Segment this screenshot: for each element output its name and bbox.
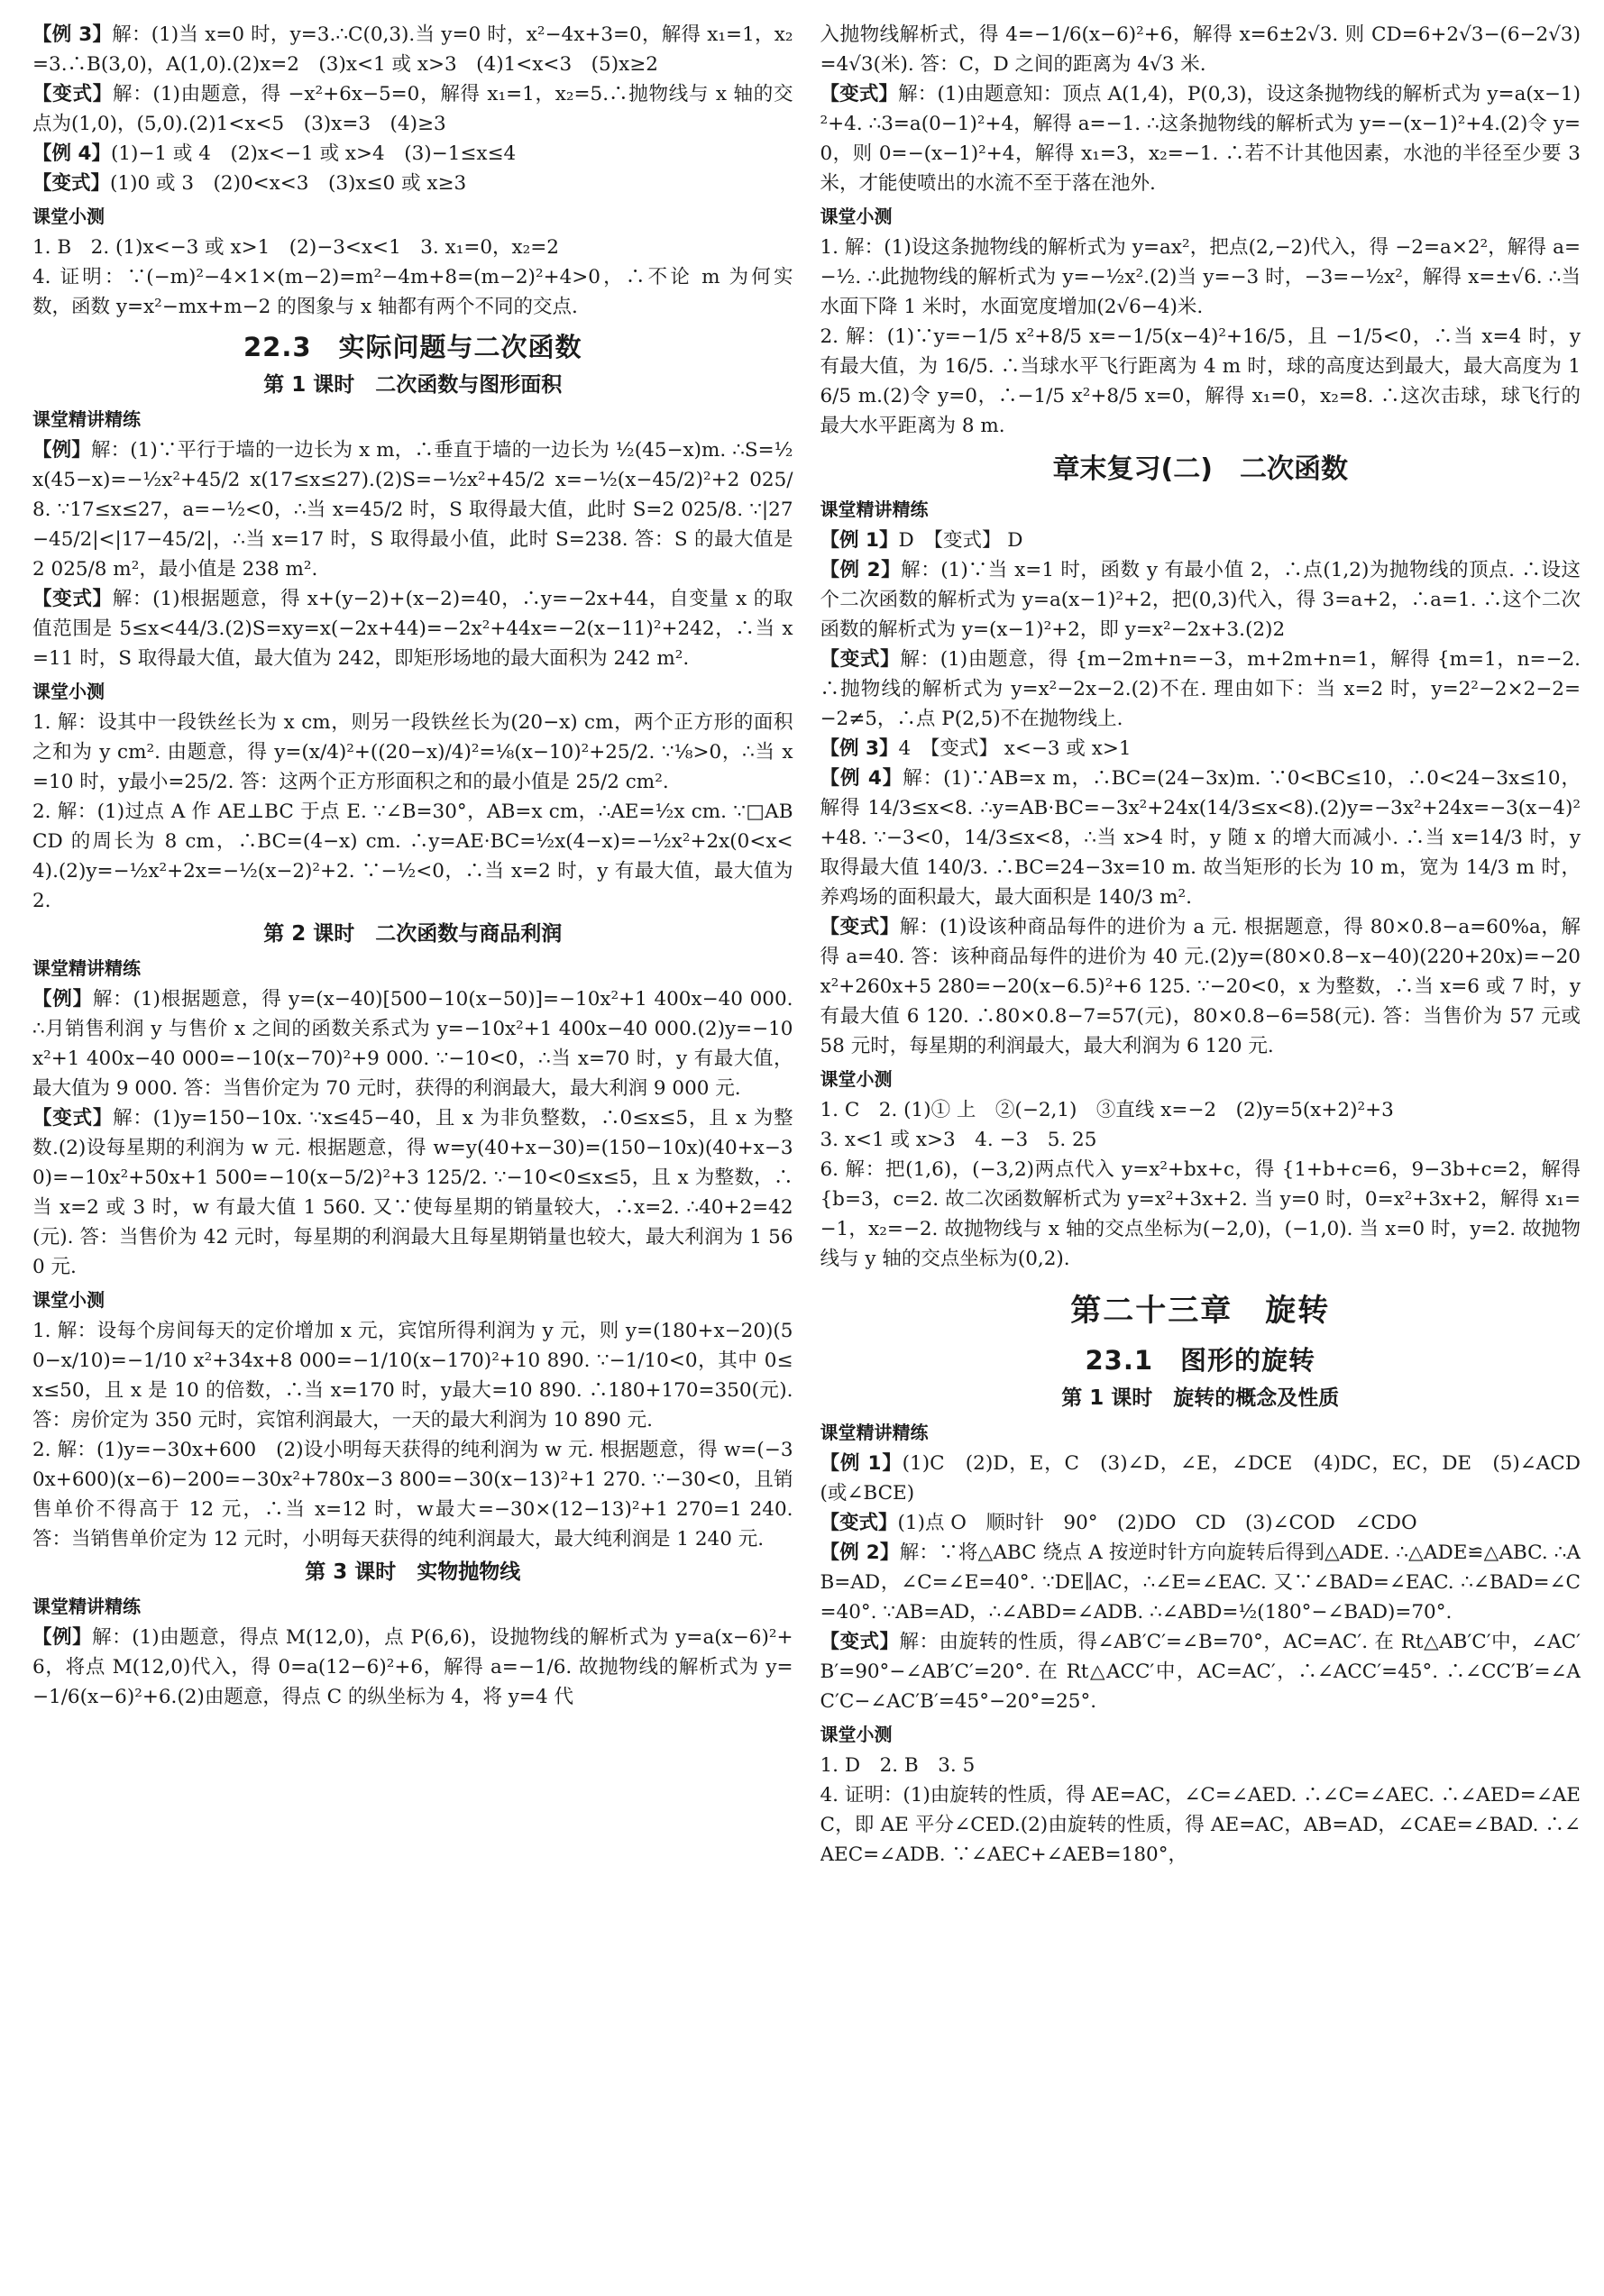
answer-paragraph: [820, 233, 1581, 322]
answer-paragraph: [820, 1751, 1581, 1780]
paragraph-text: 解：(1)设该种商品每件的进价为 a 元. 根据题意，得 80×0.8−a=60%a，解得 a=40. 答：该种商品每件的进价为 40 元.(2)y=(80×0.8−x−40)(220+20x)=−20x²+260x+5 280=−20(x−6.5)²+6 125. ∵−20<0，x 为整数，∴当 x=6 或 7 时，y 有最大值 6 120. ∴80×0.8−7=57(元)，80×0.8−6=58(元). 答：当售价为 57 元或 58 元时，每星期的利润最大，最大利润为 6 120 元.: [820, 916, 1581, 1057]
chapter-heading: 第二十三章 旋转: [1070, 1293, 1331, 1329]
paragraph-text: 1. B 2. (1)x<−3 或 x>1 (2)−3<x<1 3. x₁=0，x₂=2: [32, 236, 559, 259]
section-heading: 22.3 实际问题与二次函数: [243, 332, 582, 362]
paragraph-text: 解：(1)由题意知：顶点 A(1,4)，P(0,3)，设这条抛物线的解析式为 y=a(x−1)²+4. ∴3=a(0−1)²+4，解得 a=−1. ∴这条抛物线的解析式为 y=−(x−1)²+4.(2)令 y=0，则 0=−(x−1)²+4，解得 x₁=3，x₂=−1. ∴若不计其他因素，水池的半径至少要 3 米，才能使喷出的水流不至于落在池外.: [820, 83, 1581, 195]
subsection-label: 课堂精讲精练: [32, 1596, 141, 1617]
subsection-label: 课堂小测: [820, 1068, 893, 1090]
subsection-label: 课堂小测: [32, 1289, 105, 1311]
example-tag: 【变式】: [32, 1107, 114, 1130]
answer-paragraph: [32, 1316, 793, 1435]
answer-paragraph: [820, 20, 1581, 79]
paragraph-text: 2. 解：(1)过点 A 作 AE⊥BC 于点 E. ∵∠B=30°，AB=x cm，∴AE=½x cm. ∵□ABCD 的周长为 8 cm，∴BC=(4−x) cm. ∴y=AE·BC=½x(4−x)=−½x²+2x(0<x<4).(2)y=−½x²+2x=−½(x−2)²+2. ∵−½<0，∴当 x=2 时，y 有最大值，最大值为 2.: [32, 800, 793, 912]
example-tag: 【例 3】: [32, 23, 113, 46]
answer-paragraph-例: [32, 984, 793, 1103]
subsection-label: 课堂精讲精练: [32, 957, 141, 979]
answer-paragraph-例: [32, 1623, 793, 1712]
answer-paragraph-变式: [820, 79, 1581, 198]
paragraph-text: 4. 证明：(1)由旋转的性质，得 AE=AC，∠C=∠AED. ∴∠C=∠AEC. ∴∠AED=∠AEC，即 AE 平分∠CED.(2)由旋转的性质，得 AE=AC，AB=AD，∠CAE=∠BAD. ∴∠AEC=∠ADB. ∵∠AEC+∠AEB=180°，: [820, 1784, 1581, 1866]
answer-paragraph: [32, 797, 793, 916]
paragraph-text: 1. 解：设每个房间每天的定价增加 x 元，宾馆所得利润为 y 元，则 y=(180+x−20)(50−x/10)=−1/10 x²+34x+8 000=−1/10(x−170)²+10 890. ∵−1/10<0，其中 0≤x≤50，且 x 是 10 的倍数，∴当 x=170 时，y最大=10 890. ∴180+170=350(元). 答：房价定为 350 元时，宾馆利润最大，一天的最大利润为 10 890 元.: [32, 1320, 793, 1432]
lesson-heading: 第 2 课时 二次函数与商品利润: [263, 922, 563, 946]
answer-paragraph: [32, 708, 793, 797]
answer-paragraph-变式: [820, 1627, 1581, 1716]
answer-paragraph-例: [32, 435, 793, 584]
paragraph-text: 1. C 2. (1)① 上 ②(−2,1) ③直线 x=−2 (2)y=5(x+2)²+3: [820, 1099, 1394, 1121]
paragraph-text: 1. D 2. B 3. 5: [820, 1754, 976, 1777]
paragraph-text: 4. 证明：∵(−m)²−4×1×(m−2)=m²−4m+8=(m−2)²+4>0，∴不论 m 为何实数，函数 y=x²−mx+m−2 的图象与 x 轴都有两个不同的交点.: [32, 266, 793, 318]
example-tag: 【例】: [32, 988, 93, 1011]
paragraph-text: 1. 解：(1)设这条抛物线的解析式为 y=ax²，把点(2,−2)代入，得 −2=a×2²，解得 a=−½. ∴此抛物线的解析式为 y=−½x².(2)当 y=−3 时，−3=−½x²，解得 x=±√6. ∴当水面下降 1 米时，水面宽度增加(2√6−4)米.: [820, 236, 1581, 318]
paragraph-text: 解：(1)y=150−10x. ∵x≤45−40，且 x 为非负整数，∴0≤x≤5，且 x 为整数.(2)设每星期的利润为 w 元. 根据题意，得 w=y(40+x−30)=(150−10x)(40+x−30)=−10x²+50x+1 500=−10(x−5/2)²+3 125/2. ∵−10<0≤x≤5，且 x 为整数，∴当 x=2 或 3 时，w 有最大值 1 560. 又∵使每星期的销量较大，∴x=2. ∴40+2=42(元). 答：当售价为 42 元时，每星期的利润最大且每星期销量也较大，最大利润为 1 560 元.: [32, 1107, 793, 1278]
paragraph-text: 解：(1)∵当 x=1 时，函数 y 有最小值 2，∴点(1,2)为抛物线的顶点. ∴设这个二次函数的解析式为 y=a(x−1)²+2，把(0,3)代入，得 3=a+2，∴a=1. ∴这个二次函数的解析式为 y=(x−1)²+2，即 y=x²−2x+3.(2)2: [820, 559, 1581, 641]
answer-paragraph-例2: [820, 1538, 1581, 1627]
example-tag: 【变式】: [32, 172, 111, 195]
subsection-label: 课堂小测: [32, 681, 105, 702]
paragraph-text: 解：(1)由题意，得 −x²+6x−5=0，解得 x₁=1，x₂=5.∴抛物线与 x 轴的交点为(1,0)，(5,0).(2)1<x<5 (3)x=3 (4)≥3: [32, 83, 793, 135]
paragraph-text: 6. 解：把(1,6)，(−3,2)两点代入 y=x²+bx+c，得 {1+b+c=6，9−3b+c=2，解得 {b=3，c=2. 故二次函数解析式为 y=x²+3x+2. 当 y=0 时，0=x²+3x+2，解得 x₁=−1，x₂=−2. 故抛物线与 x 轴的交点坐标为(−2,0)，(−1,0). 当 x=0 时，y=2. 故抛物线与 y 轴的交点坐标为(0,2).: [820, 1158, 1581, 1270]
answer-paragraph-变式: [32, 169, 793, 198]
answer-paragraph-例1: [820, 1449, 1581, 1508]
subsection-label: 课堂精讲精练: [820, 499, 929, 520]
paragraph-text: 解：(1)根据题意，得 y=(x−40)[500−10(x−50)]=−10x²+1 400x−40 000. ∴月销售利润 y 与售价 x 之间的函数关系式为 y=−10x²+1 400x−40 000.(2)y=−10x²+1 400x−40 000=−10(x−70)²+9 000. ∵−10<0，∴当 x=70 时，y 有最大值，最大值为 9 000. 答：当售价定为 70 元时，获得的利润最大，最大利润 9 000 元.: [32, 988, 793, 1100]
answer-paragraph: [820, 322, 1581, 441]
paragraph-text: 解：(1)∵平行于墙的一边长为 x m，∴垂直于墙的一边长为 ½(45−x)m. ∴S=½x(45−x)=−½x²+45/2 x(17≤x≤27).(2)S=−½x²+45/2 x=−½(x−45/2)²+2 025/8. ∵17≤x≤27，a=−½<0，∴当 x=45/2 时，S 取得最大值，此时 S=2 025/8. ∵|27−45/2|<|17−45/2|，∴当 x=17 时，S 取得最小值，此时 S=238. 答：S 的最大值是 2 025/8 m²，最小值是 238 m².: [32, 439, 793, 581]
answer-paragraph-变式: [820, 912, 1581, 1061]
section-heading: 23.1 图形的旋转: [1085, 1345, 1316, 1376]
answer-paragraph: [820, 1125, 1581, 1155]
example-tag: 【变式】: [820, 648, 901, 671]
paragraph-text: 解：(1)∵AB=x m，∴BC=(24−3x)m. ∵0<BC≤10，∴0<24−3x≤10，解得 14/3≤x<8. ∴y=AB·BC=−3x²+24x(14/3≤x<8).(2)y=−3x²+24x=−3(x−4)²+48. ∵−3<0，14/3≤x<8，∴当 x>4 时，y 随 x 的增大而减小. ∴当 x=14/3 时，y 取得最大值 140/3. ∴BC=24−3x=10 m. 故当矩形的长为 10 m，宽为 14/3 m 时，养鸡场的面积最大，最大面积是 140/3 m².: [820, 767, 1581, 909]
paragraph-text: 入抛物线解析式，得 4=−1/6(x−6)²+6，解得 x=6±2√3. 则 CD=6+2√3−(6−2√3)=4√3(米). 答：C，D 之间的距离为 4√3 米.: [820, 23, 1581, 76]
example-tag: 【例】: [32, 1626, 93, 1649]
example-tag: 【变式】: [820, 1512, 898, 1534]
answer-paragraph-例3: [32, 20, 793, 79]
answer-paragraph-变式: [32, 79, 793, 139]
paragraph-text: 解：(1)当 x=0 时，y=3.∴C(0,3).当 y=0 时，x²−4x+3=0，解得 x₁=1，x₂=3.∴B(3,0)，A(1,0).(2)x=2 (3)x<1 或 x>3 (4)1<x<3 (5)x≥2: [32, 23, 793, 76]
answer-paragraph-例1: [820, 526, 1581, 555]
answer-paragraph-例4: [820, 764, 1581, 912]
example-tag: 【变式】: [32, 588, 113, 610]
answer-paragraph: [32, 1435, 793, 1554]
paragraph-text: 解：由旋转的性质，得∠AB′C′=∠B=70°，AC=AC′. 在 Rt△AB′C′中，∠AC′B′=90°−∠AB′C′=20°. 在 Rt△ACC′中，AC=AC′，∴∠ACC′=45°. ∴∠CC′B′=∠AC′C−∠AC′B′=45°−20°=25°.: [820, 1631, 1581, 1713]
example-tag: 【例 2】: [820, 559, 902, 581]
subsection-label: 课堂小测: [32, 206, 105, 227]
paragraph-text: (1)C (2)D，E，C (3)∠D，∠E，∠DCE (4)DC，EC，DE (5)∠ACD(或∠BCE): [820, 1452, 1581, 1505]
example-tag: 【例 1】: [820, 529, 899, 552]
lesson-heading: 第 1 课时 旋转的概念及性质: [1061, 1386, 1340, 1410]
example-tag: 【例】: [32, 439, 91, 462]
answer-paragraph-例4: [32, 139, 793, 169]
left-column: [32, 20, 793, 2296]
answer-paragraph-变式: [820, 1508, 1581, 1538]
example-tag: 【例 4】: [820, 767, 903, 790]
paragraph-text: 2. 解：(1)y=−30x+600 (2)设小明每天获得的纯利润为 w 元. 根据题意，得 w=(−30x+600)(x−6)−200=−30x²+780x−3 800=−30(x−13)²+1 270. ∵−30<0，且销售单价不得高于 12 元，∴当 x=12 时，w最大=−30×(12−13)²+1 270=1 240. 答：当销售单价定为 12 元时，小明每天获得的纯利润最大，最大纯利润是 1 240 元.: [32, 1439, 793, 1550]
subsection-label: 课堂精讲精练: [820, 1422, 929, 1443]
subsection-label: 课堂精讲精练: [32, 408, 141, 430]
paragraph-text: 2. 解：(1)∵y=−1/5 x²+8/5 x=−1/5(x−4)²+16/5，且 −1/5<0，∴当 x=4 时，y 有最大值，为 16/5. ∴当球水平飞行距离为 4 m 时，球的高度达到最大，最大高度为 16/5 m.(2)令 y=0，∴−1/5 x²+8/5 x=0，解得 x₁=0，x₂=8. ∴这次击球，球飞行的最大水平距离为 8 m.: [820, 325, 1581, 437]
review-heading: 章末复习(二) 二次函数: [1052, 453, 1348, 485]
right-column: [820, 20, 1581, 2296]
answer-paragraph: [820, 1095, 1581, 1125]
answer-paragraph-例3: [820, 734, 1581, 764]
paragraph-text: 解：∵将△ABC 绕点 A 按逆时针方向旋转后得到△ADE. ∴△ADE≌△ABC. ∴AB=AD，∠C=∠E=40°. ∵DE∥AC，∴∠E=∠EAC. 又∵∠BAD=∠EAC. ∴∠BAD=∠C=40°. ∵AB=AD，∴∠ABD=∠ADB. ∴∠ABD=½(180°−∠BAD)=70°.: [820, 1541, 1581, 1624]
subsection-label: 课堂小测: [820, 206, 893, 227]
paragraph-text: (1)−1 或 4 (2)x<−1 或 x>4 (3)−1≤x≤4: [110, 142, 517, 165]
example-tag: 【变式】: [32, 83, 113, 105]
paragraph-text: 解：(1)由题意，得 {m−2m+n=−3，m+2m+n=1，解得 {m=1，n=−2. ∴抛物线的解析式为 y=x²−2x−2.(2)不在. 理由如下：当 x=2 时，y=2²−2×2−2=−2≠5，∴点 P(2,5)不在抛物线上.: [820, 648, 1581, 730]
answer-paragraph-例2: [820, 555, 1581, 645]
answer-paragraph: [820, 1780, 1581, 1870]
example-tag: 【例 1】: [820, 1452, 903, 1475]
answer-paragraph: [32, 262, 793, 322]
example-tag: 【变式】: [820, 1631, 900, 1653]
lesson-heading: 第 3 课时 实物抛物线: [305, 1560, 521, 1584]
paragraph-text: D 【变式】 D: [898, 529, 1023, 552]
paragraph-text: (1)0 或 3 (2)0<x<3 (3)x≤0 或 x≥3: [110, 172, 467, 195]
example-tag: 【变式】: [820, 83, 899, 105]
paragraph-text: 4 【变式】 x<−3 或 x>1: [898, 737, 1132, 760]
paragraph-text: 解：(1)由题意，得点 M(12,0)，点 P(6,6)，设抛物线的解析式为 y=a(x−6)²+6，将点 M(12,0)代入，得 0=a(12−6)²+6，解得 a=−1/6. 故抛物线的解析式为 y=−1/6(x−6)²+6.(2)由题意，得点 C 的纵坐标为 4，将 y=4 代: [32, 1626, 793, 1708]
paragraph-text: (1)点 O 顺时针 90° (2)DO CD (3)∠COD ∠CDO: [897, 1512, 1417, 1534]
example-tag: 【变式】: [820, 916, 900, 938]
example-tag: 【例 4】: [32, 142, 111, 165]
lesson-heading: 第 1 课时 二次函数与图形面积: [263, 373, 563, 397]
answer-paragraph-变式: [32, 584, 793, 673]
paragraph-text: 3. x<1 或 x>3 4. −3 5. 25: [820, 1129, 1097, 1151]
subsection-label: 课堂小测: [820, 1724, 893, 1745]
answer-paragraph: [820, 1155, 1581, 1274]
paragraph-text: 解：(1)根据题意，得 x+(y−2)+(x−2)=40，∴y=−2x+44，自变量 x 的取值范围是 5≤x<44/3.(2)S=xy=x(−2x+44)=−2x²+44x=−2(x−11)²+242，∴当 x=11 时，S 取得最大值，最大值为 242，即矩形场地的最大面积为 242 m².: [32, 588, 793, 670]
example-tag: 【例 2】: [820, 1541, 900, 1564]
answer-paragraph-变式: [820, 645, 1581, 734]
paragraph-text: 1. 解：设其中一段铁丝长为 x cm，则另一段铁丝长为(20−x) cm，两个正方形的面积之和为 y cm². 由题意，得 y=(x/4)²+((20−x)/4)²=⅛(x−10)²+25/2. ∵⅛>0，∴当 x=10 时，y最小=25/2. 答：这两个正方形面积之和的最小值是 25/2 cm².: [32, 711, 793, 793]
answer-paragraph: [32, 233, 793, 262]
answer-paragraph-变式: [32, 1103, 793, 1282]
example-tag: 【例 3】: [820, 737, 899, 760]
